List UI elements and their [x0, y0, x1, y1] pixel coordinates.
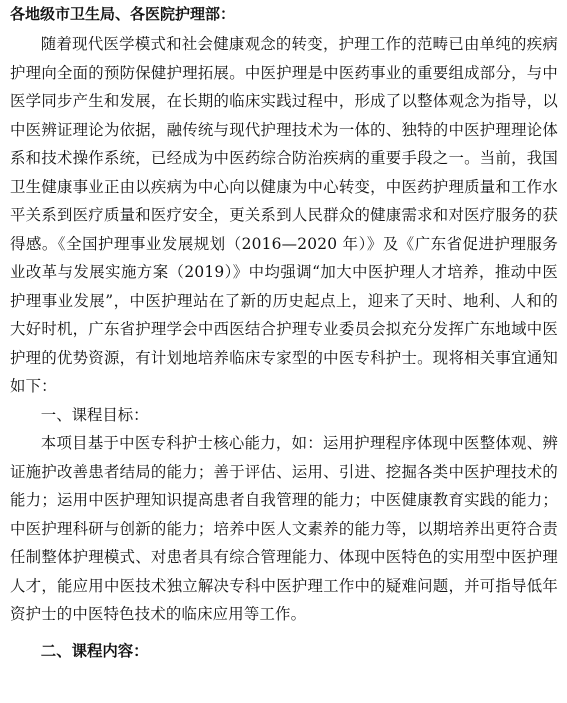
section-1-body: 本项目基于中医专科护士核心能力，如：运用护理程序体现中医整体观、辨证施护改善患者结局的能力；善于评估、运用、引进、挖掘各类中医护理技术的能力；运用中医护理知识提高患者自我管理的能力；中医健康教育实践的能力；中医护理科研与创新的能力；培养中医人文素养的能力等，以期培养出更符合责任制整体护理模式、对患者具有综合管理能力、体现中医特色的实用型中医护理人才，能应用中医技术独立解决专科中医护理工作中的疑难问题，并可指导低年资护士的中医特色技术的临床应用等工作。: [10, 434, 558, 623]
section-1-heading: 一、课程目标：: [40, 405, 149, 424]
section-2-heading: 二、课程内容：: [40, 641, 149, 660]
document-page: [10, 4, 558, 665]
salutation: 各地级市卫生局、各医院护理部：: [10, 5, 236, 23]
intro-paragraph: 随着现代医学模式和社会健康观念的转变，护理工作的范畴已由单纯的疾病护理向全面的预防保健护理拓展。中医护理是中医药事业的重要组成部分，与中医学同步产生和发展，在长期的临床实践过程中，形成了以整体观念为指导，以中医辨证理论为依据，融传统与现代护理技术为一体的、独特的中医护理理论体系和技术操作系统，已经成为中医药综合防治疾病的重要手段之一。当前，我国卫生健康事业正由以疾病为中心向以健康为中心转变，中医药护理质量和工作水平关系到医疗质量和医疗安全，更关系到人民群众的健康需求和对医疗服务的获得感。《全国护理事业发展规划（2016—2020 年）》及《广东省促进护理服务业改革与发展实施方案（2019）》中均强调“加大中医护理人才培养，推动中医护理事业发展”，中医护理站在了新的历史起点上，迎来了天时、地利、人和的大好时机，广东省护理学会中西医结合护理专业委员会拟充分发挥广东地域中医护理的优势资源，有计划地培养临床专家型的中医专科护士。现将相关事宜通知如下：: [10, 35, 558, 395]
